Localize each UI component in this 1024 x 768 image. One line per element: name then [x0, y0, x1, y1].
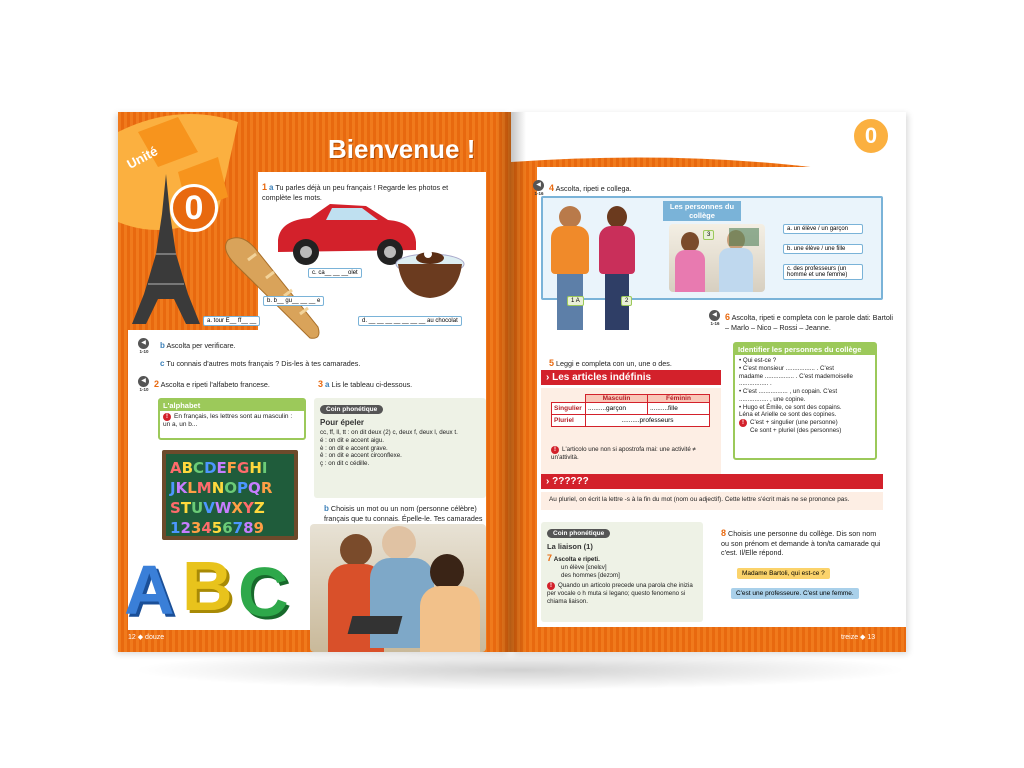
blackboard-char: 9 — [253, 519, 264, 537]
liaison-box — [541, 522, 703, 622]
speech-bubble-question: Madame Bartoli, qui est-ce ? — [737, 568, 830, 579]
liaison-title: La liaison (1) — [547, 542, 593, 551]
coin-phonetique-tag: Coin phonétique — [320, 405, 383, 414]
blackboard-char: U — [191, 499, 204, 517]
classroom-photo — [310, 524, 486, 652]
blackboard-char: V — [203, 499, 215, 517]
left-page — [118, 112, 511, 652]
blackboard-row — [170, 498, 290, 518]
blackboard-char: R — [260, 479, 273, 497]
exercise-8: 8 Choisis une personne du collège. Dis son nom ou son prénom et demande à ton/ta camarade qui c'est. Il/Elle répond. — [721, 528, 881, 558]
blackboard-char: K — [175, 479, 188, 497]
word-label-c[interactable]: c. ca__ __ __olet — [308, 268, 362, 278]
book-shadow — [130, 650, 910, 690]
blackboard-char: 7 — [232, 519, 244, 537]
exercise-2: 2 Ascolta e ripeti l'alfabeto francese. — [154, 379, 270, 389]
blackboard-char: B — [181, 459, 194, 477]
blackboard-char: O — [224, 479, 238, 497]
audio-icon[interactable]: ◀ 1-10 — [139, 340, 149, 354]
blackboard-row — [170, 518, 290, 538]
blackboard-char: P — [237, 479, 249, 497]
exercise-number: 1 — [262, 182, 268, 192]
blackboard-char: C — [193, 459, 205, 477]
epeler-item: ê : on dit e accent circonflexe. — [320, 452, 402, 460]
audio-icon[interactable]: ◀ 1-16 — [710, 312, 720, 326]
warning-icon: ! — [547, 582, 555, 590]
blackboard-char: 5 — [211, 519, 223, 537]
identifier-lines: • Qui est-ce ? • C'est monsieur ................. . C'est madame ................. . C'est mademoiselle ................. . • C'est ................. , un copain. C'est ................. , une copine. • Hugo et Émile, ce sont des copains. Léna et Arielle ce sont des copines. ! C'est + singulier (une personne) Ce sont + pluriel (des personnes) — [739, 357, 853, 434]
blackboard-char: 1 — [170, 519, 181, 537]
audio-icon[interactable]: ◀ 1-10 — [139, 378, 149, 392]
blackboard-char: J — [170, 479, 176, 497]
blackboard-char: S — [170, 499, 181, 517]
epeler-item: é : on dit e accent aigu. — [320, 436, 384, 444]
epeler-item: è : on dit e accent grave. — [320, 444, 388, 452]
articles-note: ! L'articolo une non si apostrofa mai: une activité ≠ un'attività. — [551, 446, 696, 461]
chocolate-mousse-image — [390, 244, 470, 304]
blackboard-char: Q — [248, 479, 261, 497]
blackboard-char: 3 — [190, 519, 202, 537]
articles-banner: › Les articles indéfinis — [541, 370, 721, 385]
question-banner: › ?????? — [541, 474, 883, 489]
exercise-instruction: Tu parles déjà un peu français ! Regarde les photos et complète les mots. — [262, 183, 449, 203]
photo-tag-3: 3 — [703, 230, 714, 240]
epeler-item: ç : on dit c cédille. — [320, 460, 370, 467]
exercise-3: 3 a Lis le tableau ci-dessous. — [318, 379, 413, 389]
people-option-b[interactable]: b. une élève / une fille — [783, 244, 863, 254]
blackboard-char: L — [187, 479, 197, 497]
blackboard-char: H — [249, 459, 262, 477]
epeler-list — [314, 429, 486, 468]
warning-icon: ! — [739, 419, 747, 427]
blackboard-char: A — [170, 459, 182, 477]
people-option-c[interactable]: c. des professeurs (un homme et une femme) — [783, 264, 863, 280]
epeler-item: cc, ff, ll, tt : on dit deux (2) c, deux f, deux l, deux t. — [320, 429, 458, 436]
unit-badge: 0 — [851, 116, 891, 156]
word-label-a[interactable]: a. tour E__ ff__ __ — [203, 316, 260, 326]
blackboard-char: T — [180, 499, 192, 517]
exercise-letter: a — [269, 183, 274, 192]
blackboard-char: X — [231, 499, 243, 517]
blackboard-char: I — [261, 459, 268, 477]
audio-icon[interactable]: ◀ 1-16 — [534, 182, 544, 196]
exercise-5: 5 Leggi e completa con un, une o des. — [549, 358, 672, 368]
coin-phonetique-box — [314, 398, 486, 498]
blackboard-char: 2 — [180, 519, 191, 537]
exercise-1 — [262, 182, 462, 202]
teachers-photo — [669, 224, 765, 292]
exercise-1c: c Tu connais d'autres mots français ? Dis-les à tes camarades. — [160, 359, 361, 368]
blackboard-char: 4 — [201, 519, 212, 537]
right-page — [511, 112, 906, 652]
blackboard-char: N — [211, 479, 225, 497]
exercise-7: 7 Ascolta e ripeti. un élève [ɛnelɛv] des hommes [dezɔm] ! Quando un articolo precede una parola che inizia per vocale o h muta si legano; questo fenomeno si chiama liaison. — [547, 553, 693, 605]
block-letter-c: C — [238, 553, 289, 631]
people-option-a[interactable]: a. un élève / un garçon — [783, 224, 863, 234]
blackboard-char: W — [214, 499, 232, 517]
photo-tag-1: 1 A — [567, 296, 584, 306]
blackboard-char: E — [216, 459, 227, 477]
block-letter-a: A — [124, 551, 175, 629]
pour-epeler-heading: Pour épeler — [320, 418, 365, 427]
blackboard-row — [170, 458, 290, 478]
alphabet-box — [158, 398, 306, 440]
page-title: Bienvenue ! — [328, 134, 476, 164]
unit-label: Unité — [124, 143, 161, 172]
box-text: ! En français, les lettres sont au masculin : un a, un b... — [163, 413, 293, 429]
identifier-box — [733, 342, 877, 460]
page-number-right: treize ◆ 13 — [841, 634, 876, 641]
exercise-3b: b Choisis un mot ou un nom (personne célèbre) français que tu connais. Épelle-le. Tes camarades — [324, 504, 483, 523]
word-label-b[interactable]: b. b__ gu__ __ __ e — [263, 296, 324, 306]
photo-tag-2: 2 — [621, 296, 632, 306]
blackboard-char: G — [237, 459, 250, 477]
eiffel-tower-image — [126, 174, 206, 324]
exercise-1b: b Ascolta per verificare. — [160, 341, 236, 350]
blackboard-char: F — [226, 459, 238, 477]
people-panel-title: Les personnes du collège — [663, 201, 741, 221]
blackboard-char: Y — [242, 499, 254, 517]
unit-number-badge: 0 — [170, 184, 218, 232]
pluriel-rule: Au pluriel, on écrit la lettre -s à la fin du mot (nom ou adjectif). Cette lettre s'écrit mais ne se prononce pas. — [541, 492, 883, 510]
blackboard-char: M — [196, 479, 212, 497]
box-title: L'alphabet — [160, 400, 304, 411]
articles-table: Masculin Féminin Singulier ..........garçon ..........fille Pluriel ..........professeurs — [551, 394, 710, 427]
warning-icon: ! — [163, 413, 171, 421]
exercise-4: 4 Ascolta, ripeti e collega. — [549, 183, 632, 193]
word-label-d[interactable]: d. __ __ __ __ __ __ __ au chocolat — [358, 316, 462, 326]
warning-icon: ! — [551, 446, 559, 454]
alphabet-blackboard — [162, 450, 298, 540]
block-letter-b: B — [182, 547, 233, 625]
exercise-6: 6 Ascolta, ripeti e completa con le parole dati: Bartoli – Marlo – Nico – Rossi – Jeanne. — [725, 312, 894, 333]
students-photo — [551, 202, 641, 332]
page-number-left: 12 ◆ douze — [128, 634, 165, 641]
box-title: Identifier les personnes du collège — [735, 344, 875, 355]
blackboard-char: 6 — [222, 519, 233, 537]
blackboard-row — [170, 478, 290, 498]
blackboard-char: D — [204, 459, 217, 477]
coin-phonetique-tag: Coin phonétique — [547, 529, 610, 538]
blackboard-char: 8 — [243, 519, 254, 537]
speech-bubble-answer: C'est une professeure. C'est une femme. — [731, 588, 859, 599]
blackboard-char: Z — [253, 499, 265, 517]
